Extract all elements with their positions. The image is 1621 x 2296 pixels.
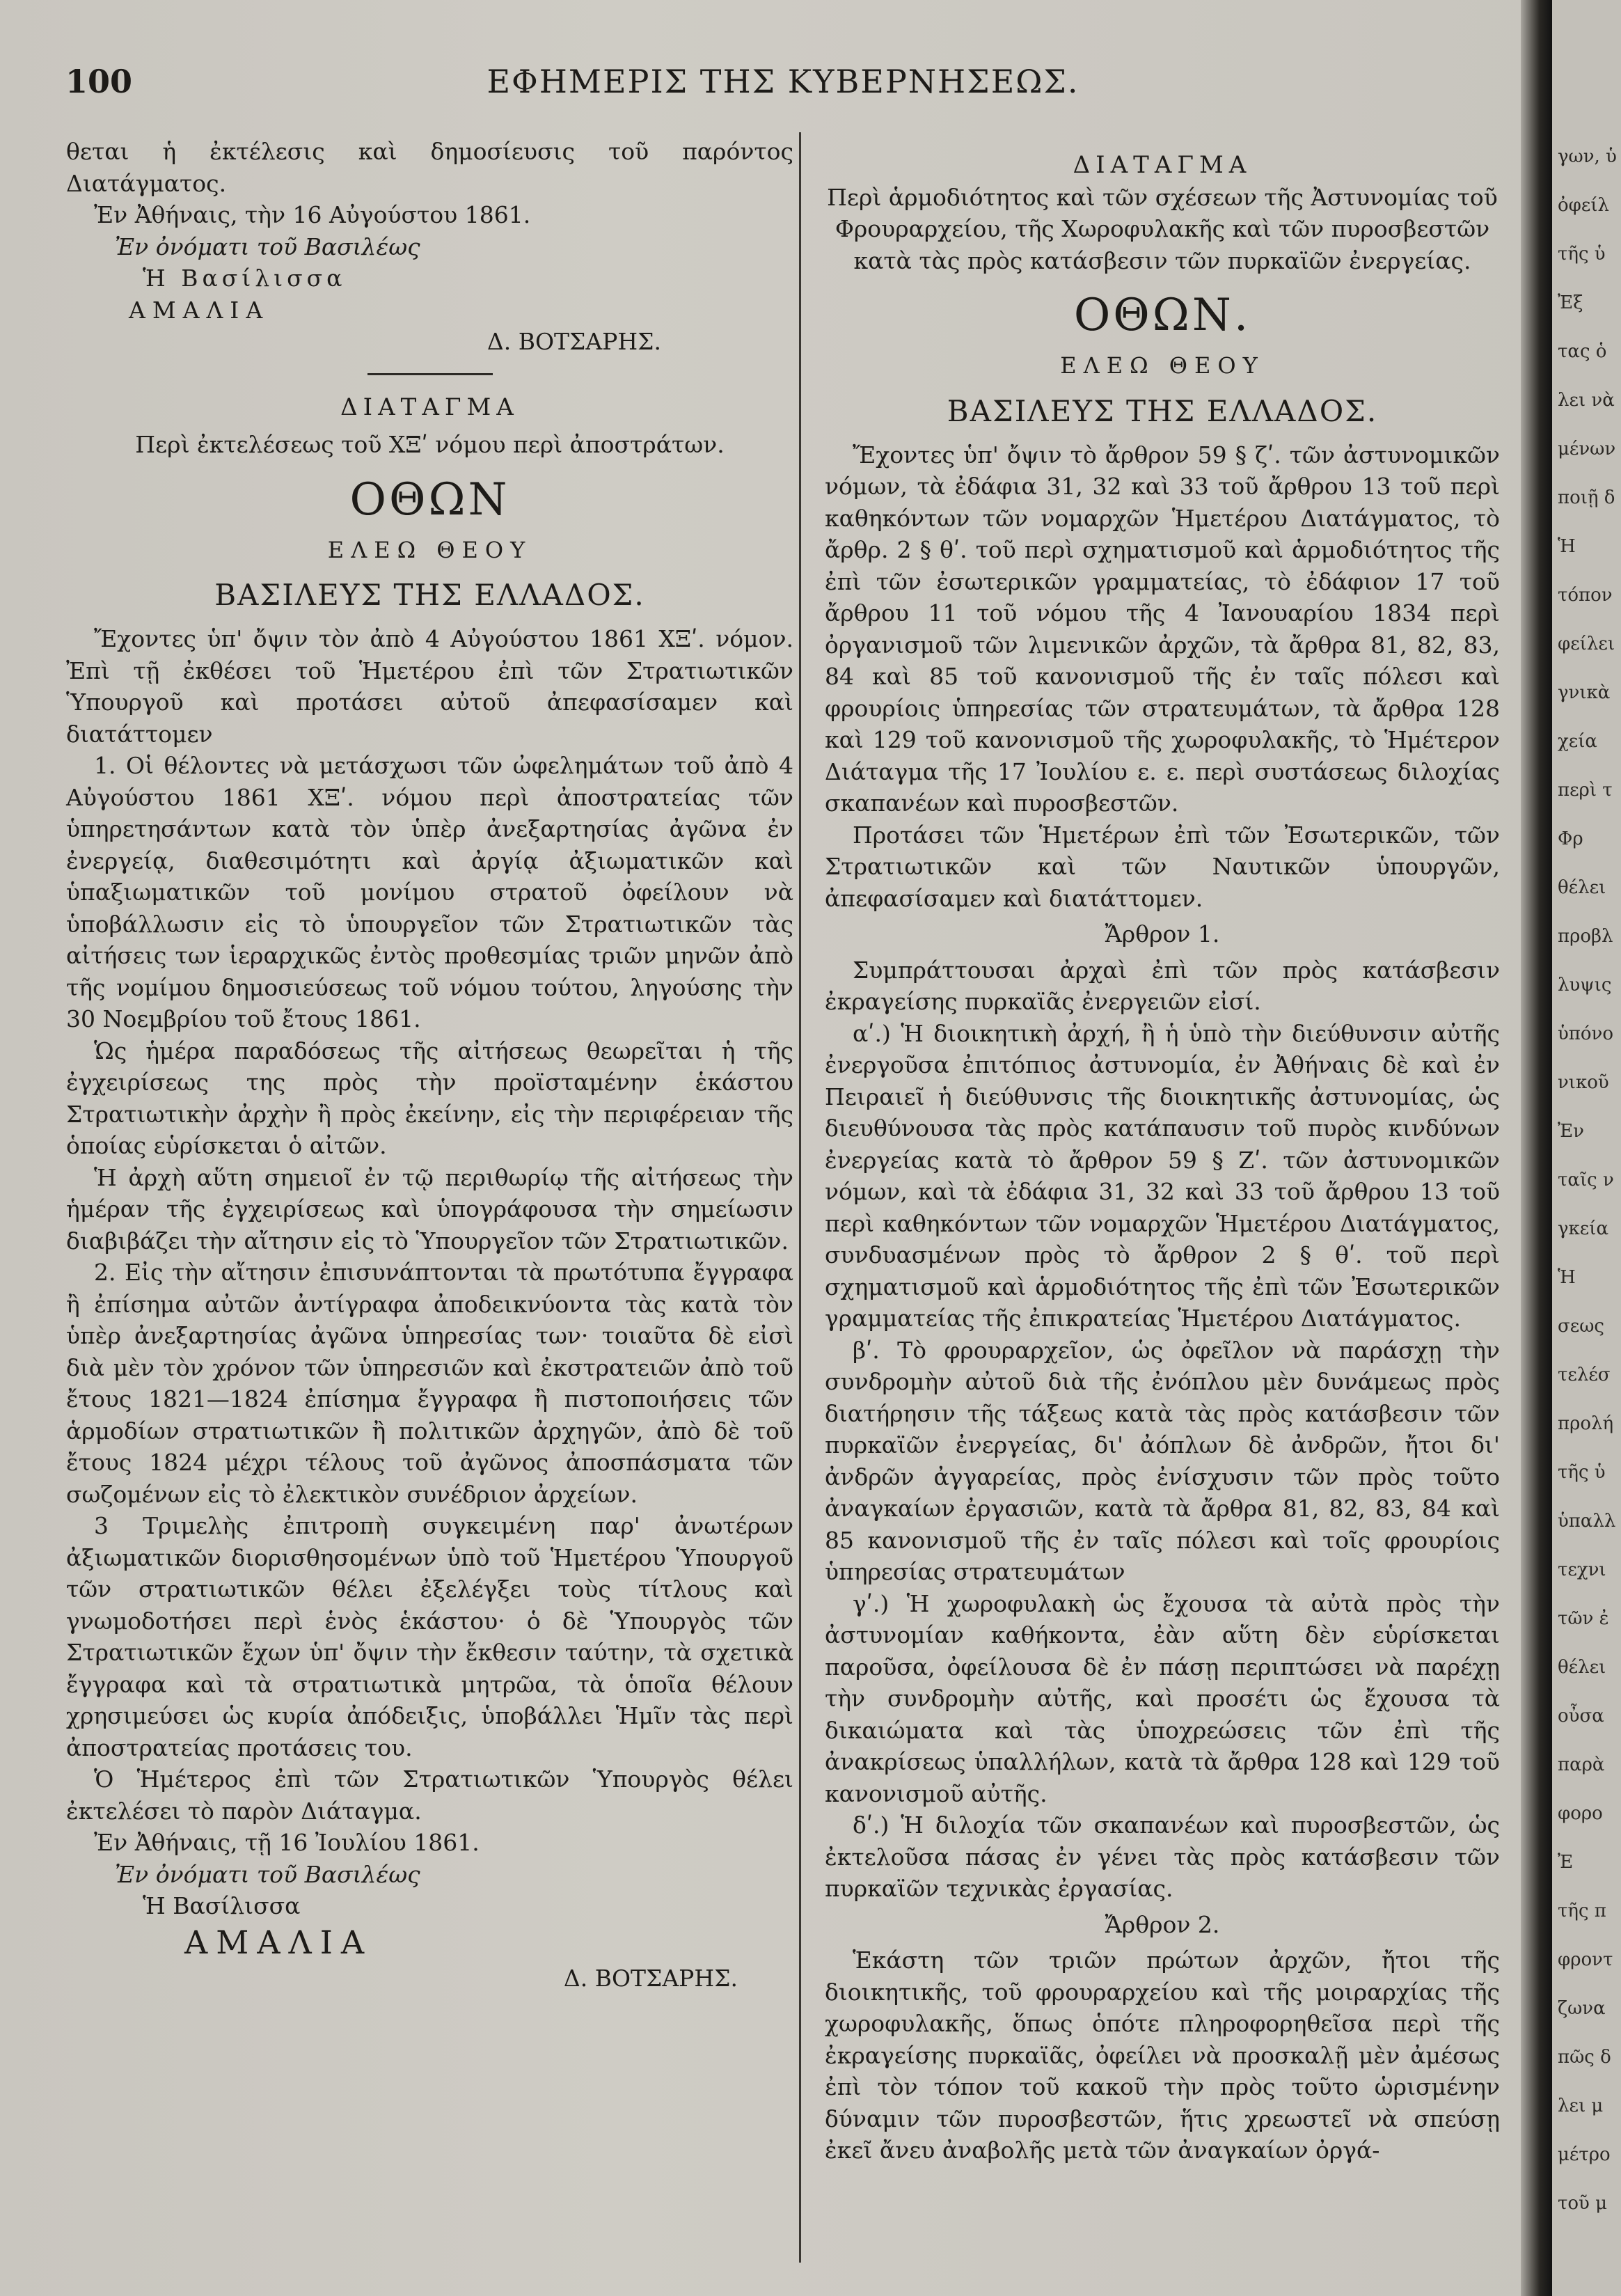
minister-signature: Δ. ΒΟΤΣΑΡΗΣ. — [487, 328, 661, 355]
paragraph: αʹ.) Ἡ διοικητικὴ ἀρχή, ἢ ἡ ὑπὸ τὴν διεύθυνσιν αὐτῆς ἐνεργοῦσα ἐπιτόπιος ἀστυνομία, ἐν Ἀθήναις δὲ καὶ ἐν Πειραιεῖ ἡ διεύθυνσις τῆς διοικητικῆς ἀστυνομίας, ὡς διευθύνουσα τὰς πρὸς κατάπαυσιν τοῦ πυρὸς κινδύνων ἐνεργείας κατὰ τὸ ἄρθρον 59 § Ζʹ. τῶν ἀστυνομικῶν νόμων, καὶ τὰ ἐδάφια 31, 32 καὶ 33 τοῦ ἄρθρου 13 τοῦ περὶ καθηκόντων τῶν νομαρχῶν Ἡμετέρου Διατάγματος, συνδυασμένων πρὸς τὸ ἄρθρον 2 § θʹ. τοῦ περὶ σχηματισμοῦ καὶ ἁρμοδιότητος τῆς ἐπὶ τῶν Ἐσωτερικῶν γραμματείας τῆς ἐπικρατείας Ἡμετέρου Διατάγματος. — [825, 1019, 1500, 1332]
decree-subject: Περὶ ἐκτελέσεως τοῦ ΧΞʹ νόμου περὶ ἀποστράτων. — [135, 431, 725, 458]
paragraph: βʹ. Τὸ φρουραρχεῖον, ὡς ὀφεῖλον νὰ παράσχῃ τὴν συνδρομὴν αὐτοῦ διὰ τῆς ἐνόπλου μὲν δυνάμεως πρὸς διατήρησιν τῆς τάξεως κατὰ τὰς πρὸς κατάσβεσιν τῶν πυρκαϊῶν ἐνεργείας, δι' ἀόπλων δὲ ἀνδρῶν, ἤτοι δι' ἀνδρῶν ἀγγαρείας, πρὸς ἐνίσχυσιν τῶν πρὸς τοῦτο ἀναγκαίων ἐργασιῶν, κατὰ τὰ ἄρθρα 81, 82, 83, 84 καὶ 85 κανονισμοῦ τῆς ἐν ταῖς πόλεσι καὶ τοῖς φρουρίοις ὑπηρεσίας στρατευμάτων — [825, 1336, 1500, 1585]
decree-title: ΔΙΑΤΑΓΜΑ — [1073, 151, 1252, 179]
paragraph: Ἡ ἀρχὴ αὕτη σημειοῖ ἐν τῷ περιθωρίῳ τῆς αἰτήσεως τὴν ἡμέραν τῆς ἐγχειρίσεως καὶ ὑπογράφουσα τὴν σημείωσιν διαβιβάζει τὴν αἴτησιν εἰς τὸ Ὑπουργεῖον τῶν Στρατιωτικῶν. — [66, 1163, 793, 1255]
next-page-fragment: Ἡ — [1558, 1267, 1576, 1288]
in-name-of-king: Ἐν ὀνόματι τοῦ Βασιλέως — [115, 233, 420, 260]
next-page-fragment: σεως — [1558, 1316, 1604, 1337]
in-name-of-king: Ἐν ὀνόματι τοῦ Βασιλέως — [115, 1860, 420, 1888]
next-page-fragment: πῶς δ — [1558, 2047, 1611, 2068]
next-page-fragment: μένων — [1558, 439, 1616, 459]
next-page-fragment: ὀφείλ — [1558, 195, 1610, 216]
next-page-fragment: παρὰ — [1558, 1754, 1605, 1775]
section-rule — [367, 373, 493, 375]
opening-line: θεται ἡ ἐκτέλεσις καὶ δημοσίευσις τοῦ παρόντος Διατάγματος. — [66, 138, 793, 197]
next-page-fragment: περὶ τ — [1558, 780, 1613, 801]
next-page-fragment: τεχνι — [1558, 1559, 1606, 1580]
next-page-fragment: φροντ — [1558, 1949, 1613, 1970]
next-page-fragment: τόπον — [1558, 585, 1613, 606]
paragraph: 2. Εἰς τὴν αἴτησιν ἐπισυνάπτονται τὰ πρωτότυπα ἔγγραφα ἢ ἐπίσημα αὐτῶν ἀντίγραφα ἀποδεικνύοντα τὰς κατὰ τὸν ὑπὲρ ἀνεξαρτησίας ἀγῶνα ὑπηρεσίας των· τοιαῦτα δὲ εἰσὶ διὰ μὲν τὸν χρόνον τῶν ὑπηρεσιῶν καὶ ἐκστρατειῶν ἀπὸ τοῦ ἔτους 1821—1824 ἐπίσημα ἔγγραφα ἢ πιστοποιήσεις τῶν ἁρμοδίων στρατιωτικῶν ἢ πολιτικῶν ἀρχηγῶν, ἀπὸ δὲ τοῦ ἔτους 1824 μέχρι τέλους τοῦ ἀγῶνος ἀποσπάσματα τῶν σωζομένων εἰς τὸ ἐλεκτικὸν συνέδριον ἀρχείων. — [66, 1259, 793, 1508]
next-page-fragment: χεία — [1558, 731, 1597, 752]
date-line: Ἐν Ἀθήναις, τὴν 16 Αὐγούστου 1861. — [94, 201, 531, 228]
king-name: ΟΘΩΝ. — [1073, 290, 1251, 341]
queen-title: Ἡ Βασίλισσα — [143, 265, 347, 292]
paragraph: 1. Οἱ θέλοντες νὰ μετάσχωσι τῶν ὠφελημάτων τοῦ ἀπὸ 4 Αὐγούστου 1861 ΧΞʹ. νόμου περὶ ἀποστρατείας τῶν ὑπηρετησάντων κατὰ τὸν ὑπὲρ ἀνεξαρτησίας ἀγῶνα ἐν ἐνεργείᾳ, διαθεσιμότητι καὶ ἀργίᾳ ἀξιωματικῶν καὶ ὑπαξιωματικῶν τοῦ μονίμου στρατοῦ ὀφείλουν νὰ ὑποβάλλωσιν εἰς τὸ ὑπουργεῖον τῶν Στρατιωτικῶν τὰς αἰτήσεις των ἱεραρχικῶς ἐντὸς προθεσμίας τριῶν μηνῶν ἀπὸ τῆς νομίμου δημοσιεύσεως τοῦ νόμου τούτου, ληγούσης τὴν 30 Νοεμβρίου τοῦ ἔτους 1861. — [66, 752, 793, 1032]
paragraph: Ἔχοντες ὑπ' ὄψιν τὸν ἀπὸ 4 Αὐγούστου 1861 ΧΞʹ. νόμον. Ἐπὶ τῇ ἐκθέσει τοῦ Ἡμετέρου ἐπὶ τῶν Στρατιωτικῶν Ὑπουργοῦ καὶ προτάσει αὐτοῦ ἀπεφασίσαμεν καὶ διατάττομεν — [66, 625, 793, 748]
paragraph: 3 Τριμελὴς ἐπιτροπὴ συγκειμένη παρ' ἀνωτέρων ἀξιωματικῶν διορισθησομένων ὑπὸ τοῦ Ἡμετέρου Ὑπουργοῦ τῶν στρατιωτικῶν θέλει ἐξελέγξει τοὺς τίτλους καὶ γνωμοδοτήσει περὶ ἑνὸς ἑκάστου· ὁ δὲ Ὑπουργὸς τῶν Στρατιωτικῶν ἔχων ὑπ' ὄψιν τὴν ἔκθεσιν ταύτην, τὰ σχετικὰ ἔγγραφα καὶ τὰ στρατιωτικὰ μητρῶα, τὰ ὁποῖα θέλουν χρησιμεύσει ὡς κυρία ἀπόδειξις, ὑποβάλλει Ἡμῖν τὰς περὶ ἀποστρατείας προτάσεις του. — [66, 1512, 793, 1761]
next-page-fragment: νικοῦ — [1558, 1072, 1609, 1093]
left-column — [66, 136, 793, 1994]
king-name: ΟΘΩΝ — [349, 473, 510, 526]
next-page-fragment: προλή — [1558, 1413, 1614, 1434]
paragraph: γʹ.) Ἡ χωροφυλακὴ ὡς ἔχουσα τὰ αὐτὰ πρὸς τὴν ἀστυνομίαν καθήκοντα, ἐὰν αὕτη δὲν εὑρίσκεται παροῦσα, ὀφείλουσα δὲ ἐν πάσῃ περιπτώσει νὰ παρέχῃ τὴν συνδρομὴν αὐτῆς, καὶ προσέτι ὡς ἔχουσα τὰ δικαιώματα καὶ τὰς ὑποχρεώσεις τῶν ἐπὶ τῆς ἀνακρίσεως ὑπαλλήλων, κατὰ τὰ ἄρθρα 128 καὶ 129 τοῦ κανονισμοῦ αὐτῆς. — [825, 1589, 1500, 1807]
next-page-fragment: Ἡ — [1558, 536, 1576, 557]
paragraph: Ἑκάστη τῶν τριῶν πρώτων ἀρχῶν, ἤτοι τῆς διοικητικῆς, τοῦ φρουραρχείου καὶ τῆς μοιραρχίας τῆς χωροφυλακῆς, ὅπως ὁπότε πληροφορηθεῖσα περὶ τῆς ἐκραγείσης πυρκαϊᾶς, ὀφείλει νὰ προσκαλῇ μὲν ἀμέσως ἐπὶ τὸν τόπον τοῦ κακοῦ τὴν πρὸς τοῦτο ὡρισμένην δύναμιν τῶν πυροσβεστῶν, ἥτις χρεωστεῖ νὰ σπεύσῃ ἐκεῖ ἄνευ ἀναβολῆς μετὰ τῶν ἀναγκαίων ὀργά- — [825, 1947, 1500, 2164]
next-page-fragment: τῆς π — [1558, 1901, 1606, 1921]
next-page-fragment: θέλει — [1558, 1657, 1606, 1678]
paragraph: δʹ.) Ἡ διλοχία τῶν σκαπανέων καὶ πυροσβεστῶν, ὡς ἐκτελοῦσα πάσας ἐν γένει τὰς πρὸς κατάσβεσιν τῶν πυρκαϊῶν τεχνικὰς ἐργασίας. — [825, 1811, 1500, 1902]
next-page-fragment: οὖσα — [1558, 1706, 1604, 1727]
page-number: 100 — [65, 63, 133, 100]
next-page-fragment: θέλει — [1558, 877, 1606, 898]
right-column — [825, 136, 1500, 2167]
next-page-fragment: ὑπαλλ — [1558, 1511, 1616, 1532]
next-page-fragment: λει νὰ — [1558, 390, 1615, 411]
next-page-fragment: γκεία — [1558, 1218, 1609, 1239]
next-page-fragment: τῶν ἐ — [1558, 1608, 1609, 1629]
next-page-fragment: ὑπόνο — [1558, 1023, 1614, 1044]
page-header — [49, 63, 1517, 104]
paragraph: Συμπράττουσαι ἀρχαὶ ἐπὶ τῶν πρὸς κατάσβεσιν ἐκραγείσης πυρκαϊᾶς ἐνεργειῶν εἰσί. — [825, 956, 1500, 1015]
next-page-fragment: Φρ — [1558, 828, 1583, 849]
signature-amalia: ΑΜΑΛΙΑ — [129, 296, 270, 324]
paragraph: Ἔχοντες ὑπ' ὄψιν τὸ ἄρθρον 59 § ζʹ. τῶν ἀστυνομικῶν νόμων, τὰ ἐδάφια 31, 32 καὶ 33 τοῦ ἄρθρου 13 τοῦ περὶ καθηκόντων τῶν νομαρχῶν Ἡμετέρου Διατάγματος, τὸ ἄρθρ. 2 § θʹ. τοῦ περὶ σχηματισμοῦ καὶ ἁρμοδιότητος τῆς ἐπὶ τῶν ἐσωτερικῶν γραμματείας, τὸ ἐδάφιον 17 τοῦ ἄρθρου 11 τοῦ νόμου τῆς 4 Ἰανουαρίου 1834 περὶ ὀργανισμοῦ τῶν λιμενικῶν ἀρχῶν, τὰ ἄρθρα 81, 82, 83, 84 καὶ 85 τοῦ κανονισμοῦ τῆς ἐν ταῖς πόλεσι καὶ φρουρίοις ὑπηρεσίας τῶν στρατευμάτων, τὰ ἄρθρα 128 καὶ 129 τοῦ κανονισμοῦ τῆς χωροφυλακῆς, τὸ Ἡμέτερον Διάταγμα τῆς 17 Ἰουλίου ε. ε. περὶ συστάσεως διλοχίας σκαπανέων καὶ πυροσβεστῶν. — [825, 441, 1500, 817]
queen-title: Ἡ Βασίλισσα — [143, 1892, 301, 1919]
article-heading: Ἄρθρον 1. — [1105, 920, 1220, 948]
next-page-fragment: γνικὰ — [1558, 682, 1611, 703]
next-page-fragment: Ἐν — [1558, 1121, 1584, 1142]
column-divider — [799, 132, 801, 2263]
decree-title: ΔΙΑΤΑΓΜΑ — [340, 393, 519, 421]
next-page-fragment: λυψις — [1558, 975, 1612, 996]
next-page-fragment: ταῖς ν — [1558, 1170, 1614, 1190]
next-page-fragment: τελέσ — [1558, 1365, 1611, 1385]
next-page-fragment: ζωνα — [1558, 1998, 1606, 2019]
next-page-fragment: Ἐξ — [1558, 292, 1583, 313]
paragraph: Ὁ Ἡμέτερος ἐπὶ τῶν Στρατιωτικῶν Ὑπουργὸς θέλει ἐκτελέσει τὸ παρὸν Διάταγμα. — [66, 1766, 793, 1825]
decree-subject: Περὶ ἁρμοδιότητος καὶ τῶν σχέσεων τῆς Ἀστυνομίας τοῦ Φρουραρχείου, τῆς Χωροφυλακῆς καὶ τῶν πυροσβεστῶν κατὰ τὰς πρὸς κατάσβεσιν τῶν πυρκαϊῶν ἐνεργείας. — [827, 183, 1498, 274]
next-page-fragment: μέτρο — [1558, 2144, 1611, 2165]
running-title: ΕΦΗΜΕΡΙΣ ΤΗΣ ΚΥΒΕΡΝΗΣΕΩΣ. — [487, 63, 1080, 100]
date-line: Ἐν Ἀθήναις, τῇ 16 Ἰουλίου 1861. — [94, 1829, 480, 1856]
next-page-fragment: τοῦ μ — [1558, 2193, 1608, 2214]
next-page-fragment: τῆς ὑ — [1558, 1462, 1606, 1483]
next-page-fragment: ποιῇ δ — [1558, 487, 1615, 508]
next-page-fragment: φείλει — [1558, 634, 1615, 654]
next-page-fragment: λει μ — [1558, 2096, 1604, 2116]
signature-amalia: ΑΜΑΛΙΑ — [184, 1923, 373, 1961]
minister-signature: Δ. ΒΟΤΣΑΡΗΣ. — [563, 1964, 738, 1992]
king-of-greece: ΒΑΣΙΛΕΥΣ ΤΗΣ ΕΛΛΑΔΟΣ. — [214, 578, 645, 612]
paragraph: Ὡς ἡμέρα παραδόσεως τῆς αἰτήσεως θεωρεῖται ἡ τῆς ἐγχειρίσεως της πρὸς τὴν προϊσταμένην ἑκάστου Στρατιωτικὴν ἀρχὴν ἢ πρὸς ἐκείνην, εἰς τὴν περιφέρειαν τῆς ὁποίας εὑρίσκεται ὁ αἰτῶν. — [66, 1037, 793, 1159]
king-of-greece: ΒΑΣΙΛΕΥΣ ΤΗΣ ΕΛΛΑΔΟΣ. — [947, 393, 1378, 428]
next-page-fragment: τῆς ὑ — [1558, 244, 1606, 265]
book-gutter — [1521, 0, 1552, 2296]
next-page-fragment: γων, ὑ — [1558, 146, 1617, 167]
paragraph: Προτάσει τῶν Ἡμετέρων ἐπὶ τῶν Ἐσωτερικῶν, τῶν Στρατιωτικῶν καὶ τῶν Ναυτικῶν ὑπουργῶν, ἀπεφασίσαμεν καὶ διατάττομεν. — [825, 821, 1500, 912]
next-page-fragment: Ἐ — [1558, 1852, 1574, 1873]
article-heading: Ἄρθρον 2. — [1105, 1910, 1220, 1938]
next-page-fragment: φορο — [1558, 1803, 1603, 1824]
next-page-edge — [1552, 0, 1621, 2296]
next-page-fragment: τας ὁ — [1558, 341, 1607, 362]
by-grace-of-god: ΕΛΕΩ ΘΕΟΥ — [327, 536, 532, 563]
next-page-fragment: προβλ — [1558, 926, 1613, 947]
by-grace-of-god: ΕΛΕΩ ΘΕΟΥ — [1060, 352, 1265, 379]
